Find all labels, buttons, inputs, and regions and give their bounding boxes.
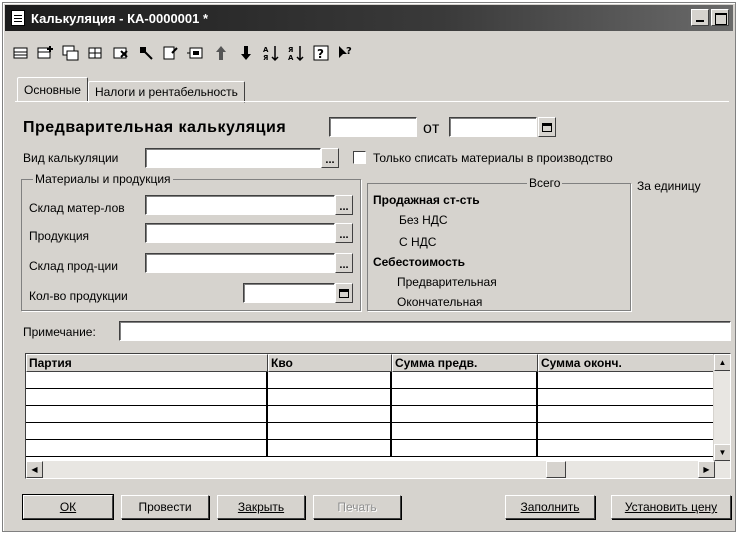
post-button[interactable] [121,495,209,519]
no-vat-label: Без НДС [399,213,448,227]
close-button[interactable] [217,495,305,519]
table-header [26,354,714,372]
materials-group-title: Материалы и продукция [35,172,171,186]
table-body [26,372,716,457]
column-header-sum-prelim[interactable]: Сумма предв. [392,354,538,372]
tab-taxes-label: Налоги и рентабельность [94,85,238,99]
ok-button[interactable] [23,495,113,519]
total-column-label: Всего [529,176,561,190]
page-title: Предварительная калькуляция [23,119,287,136]
scroll-right-button[interactable] [698,461,715,478]
final-label: Окончательная [397,295,483,309]
document-window [2,2,736,532]
warehouse-materials-input[interactable] [145,195,335,215]
arrow-left-icon: ◀ [31,465,38,474]
calc-type-select-button[interactable] [321,148,339,168]
calc-type-label: Вид калькуляции [23,151,119,165]
vertical-scrollbar[interactable] [713,354,730,461]
tab-strip [17,79,245,103]
help-icon[interactable] [311,43,331,63]
note-input[interactable] [119,321,731,341]
warehouse-materials-select-button[interactable] [335,195,353,215]
copy-row-icon[interactable] [61,43,81,63]
table-row[interactable] [26,440,716,457]
tab-main-label: Основные [24,82,81,97]
scroll-up-button[interactable] [714,354,731,371]
calculator-button[interactable] [335,283,353,303]
svg-text:?: ? [346,46,352,57]
sort-asc-icon[interactable] [261,43,281,63]
column-header-sum-final[interactable]: Сумма оконч. [538,354,714,372]
calculator-icon [339,289,349,298]
preliminary-label: Предварительная [397,275,497,289]
horizontal-scrollbar[interactable] [26,461,731,478]
new-row-icon[interactable] [11,43,31,63]
products-input[interactable] [145,223,335,243]
ellipsis-icon: ... [325,154,335,166]
quantity-input[interactable] [243,283,335,303]
end-edit-icon[interactable] [136,43,156,63]
toolbar [11,39,727,67]
set-price-button-label: Установить цену [624,500,718,514]
svg-text:Я: Я [288,46,294,54]
warehouse-products-select-button[interactable] [335,253,353,273]
document-number-input[interactable] [329,117,417,137]
products-select-button[interactable] [335,223,353,243]
quantity-label: Кол-во продукции [29,289,128,303]
column-header-batch[interactable]: Партия [26,354,268,372]
move-down-icon[interactable] [236,43,256,63]
print-button[interactable] [313,495,401,519]
products-label: Продукция [29,229,90,243]
delete-row-icon[interactable] [111,43,131,63]
calendar-icon [542,123,552,132]
set-price-button[interactable] [611,495,731,519]
svg-text:Я: Я [263,54,269,62]
scroll-left-button[interactable] [26,461,43,478]
calendar-button[interactable] [538,117,556,137]
group-icon[interactable] [186,43,206,63]
svg-text:А: А [263,46,269,54]
writeoff-only-checkbox[interactable] [353,151,366,164]
calc-type-input[interactable] [145,148,321,168]
svg-text:?: ? [317,47,324,61]
arrow-down-icon: ▼ [718,448,727,457]
close-button-label: Закрыть [237,500,285,514]
note-label: Примечание: [23,325,96,339]
fill-button[interactable] [505,495,595,519]
document-date-input[interactable] [449,117,537,137]
edit-row-icon[interactable] [86,43,106,63]
title-bar[interactable] [5,5,733,31]
ellipsis-icon: ... [339,259,349,271]
arrow-up-icon: ▲ [718,358,727,367]
mark-delete-icon[interactable] [161,43,181,63]
table-row[interactable] [26,423,716,440]
tab-taxes-profitability[interactable] [88,81,245,103]
ellipsis-icon: ... [339,201,349,213]
ok-button-label: ОК [59,500,77,514]
ellipsis-icon: ... [339,229,349,241]
warehouse-products-input[interactable] [145,253,335,273]
window-title: Калькуляция - КА-0000001 * [31,10,209,26]
scroll-down-button[interactable] [714,444,731,461]
from-label: от [423,120,440,137]
column-header-qty[interactable]: Кво [268,354,392,372]
per-unit-column-label: За единицу [635,179,735,193]
scroll-thumb[interactable] [546,461,566,478]
warehouse-products-label: Склад прод-ции [29,259,118,273]
tab-main[interactable] [17,77,88,101]
move-up-icon[interactable] [211,43,231,63]
context-help-icon[interactable] [336,43,356,63]
writeoff-only-label: Только списать материалы в производство [373,151,613,165]
maximize-button[interactable] [711,9,729,26]
document-icon [11,10,25,26]
minimize-button[interactable] [691,9,709,26]
svg-text:А: А [288,54,294,62]
sort-desc-icon[interactable] [286,43,306,63]
arrow-right-icon: ▶ [703,465,710,474]
window-controls [691,9,729,26]
print-button-label: Печать [337,500,377,514]
table-row[interactable] [26,406,716,423]
batches-table[interactable] [25,353,731,479]
add-row-icon[interactable] [36,43,56,63]
cost-label: Себестоимость [373,255,466,269]
warehouse-materials-label: Склад матер-лов [29,201,125,215]
table-row[interactable] [26,372,716,389]
table-row[interactable] [26,389,716,406]
fill-button-label: Заполнить [520,500,580,514]
with-vat-label: С НДС [399,235,437,249]
post-button-label: Провести [138,500,192,514]
sale-cost-label: Продажная ст-сть [373,193,480,207]
